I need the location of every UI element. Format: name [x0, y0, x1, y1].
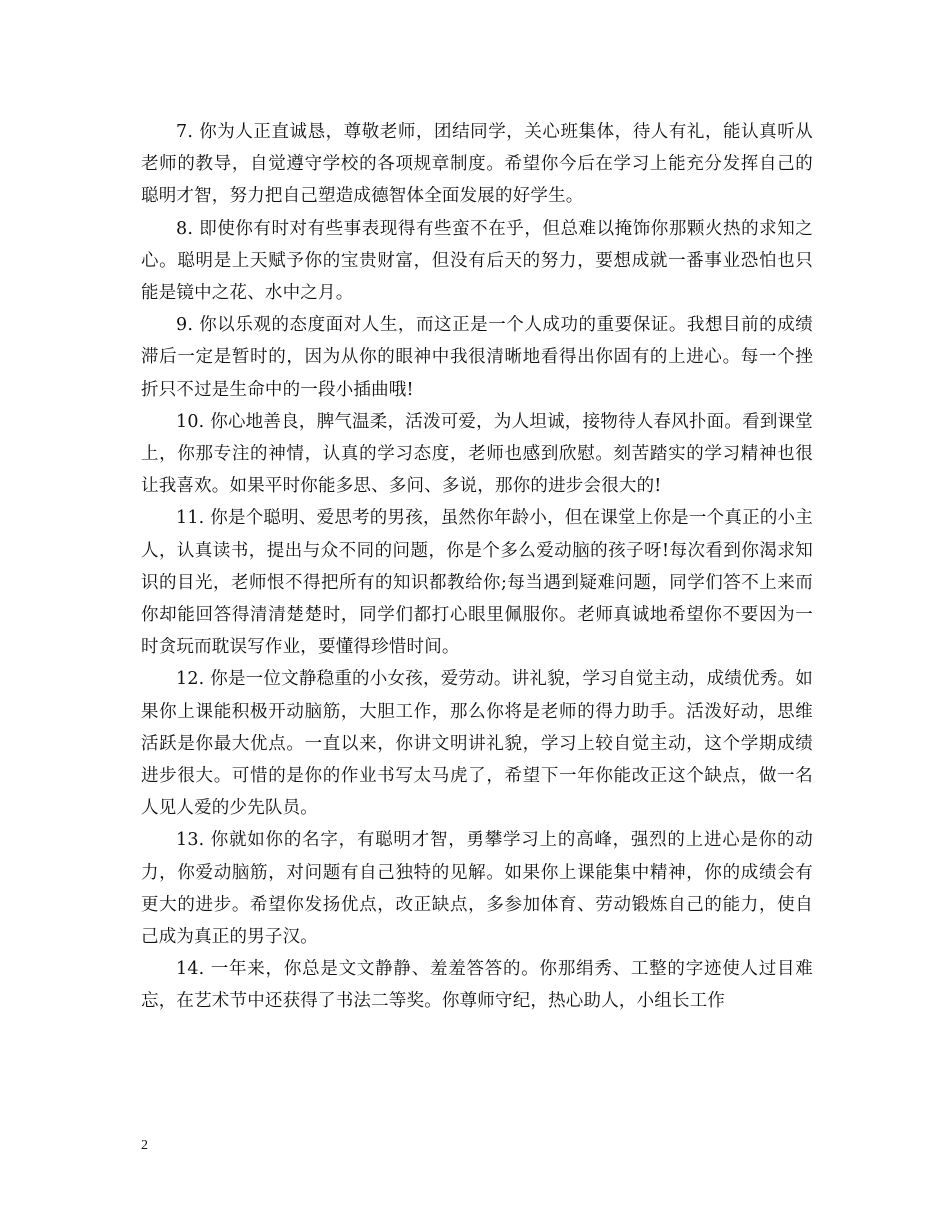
document-body	[141, 116, 813, 1018]
page-number: 2	[141, 1138, 148, 1153]
paragraph-12: 12. 你是一位文静稳重的小女孩，爱劳动。讲礼貌，学习自觉主动，成绩优秀。如果你上课能积极开动脑筋，大胆工作，那么你将是老师的得力助手。活泼好动，思维活跃是你最大优点。一直以来，你讲文明讲礼貌，学习上较自觉主动，这个学期成绩进步很大。可惜的是你的作业书写太马虎了，希望下一年你能改正这个缺点，做一名人见人爱的少先队员。	[141, 669, 813, 819]
paragraph-9: 9. 你以乐观的态度面对人生，而这正是一个人成功的重要保证。我想目前的成绩滞后一定是暂时的，因为从你的眼神中我很清晰地看得出你固有的上进心。每一个挫折只不过是生命中的一段小插曲哦!	[141, 315, 813, 400]
paragraph-7: 7. 你为人正直诚恳，尊敬老师，团结同学，关心班集体，待人有礼，能认真听从老师的教导，自觉遵守学校的各项规章制度。希望你今后在学习上能充分发挥自己的聪明才智，努力把自己塑造成德智体全面发展的好学生。	[141, 122, 813, 207]
paragraph-11: 11. 你是个聪明、爱思考的男孩，虽然你年龄小，但在课堂上你是一个真正的小主人，认真读书，提出与众不同的问题，你是个多么爱动脑的孩子呀!每次看到你渴求知识的目光，老师恨不得把所有的知识都教给你;每当遇到疑难问题，同学们答不上来而你却能回答得清清楚楚时，同学们都打心眼里佩服你。老师真诚地希望你不要因为一时贪玩而耽误写作业，要懂得珍惜时间。	[141, 508, 813, 658]
paragraph-14: 14. 一年来，你总是文文静静、羞羞答答的。你那绢秀、工整的字迹使人过目难忘，在艺术节中还获得了书法二等奖。你尊师守纪，热心助人，小组长工作	[141, 959, 813, 1012]
paragraph-13: 13. 你就如你的名字，有聪明才智，勇攀学习上的高峰，强烈的上进心是你的动力，你爱动脑筋，对问题有自己独特的见解。如果你上课能集中精神，你的成绩会有更大的进步。希望你发扬优点，改正缺点，多参加体育、劳动锻炼自己的能力，使自己成为真正的男子汉。	[141, 830, 813, 948]
paragraph-10: 10. 你心地善良，脾气温柔，活泼可爱，为人坦诚，接物待人春风扑面。看到课堂上，你那专注的神情，认真的学习态度，老师也感到欣慰。刻苦踏实的学习精神也很让我喜欢。如果平时你能多思、多问、多说，那你的进步会很大的!	[141, 411, 813, 497]
paragraph-8: 8. 即使你有时对有些事表现得有些蛮不在乎，但总难以掩饰你那颗火热的求知之心。聪明是上天赋予你的宝贵财富，但没有后天的努力，要想成就一番事业恐怕也只能是镜中之花、水中之月。	[141, 218, 813, 304]
